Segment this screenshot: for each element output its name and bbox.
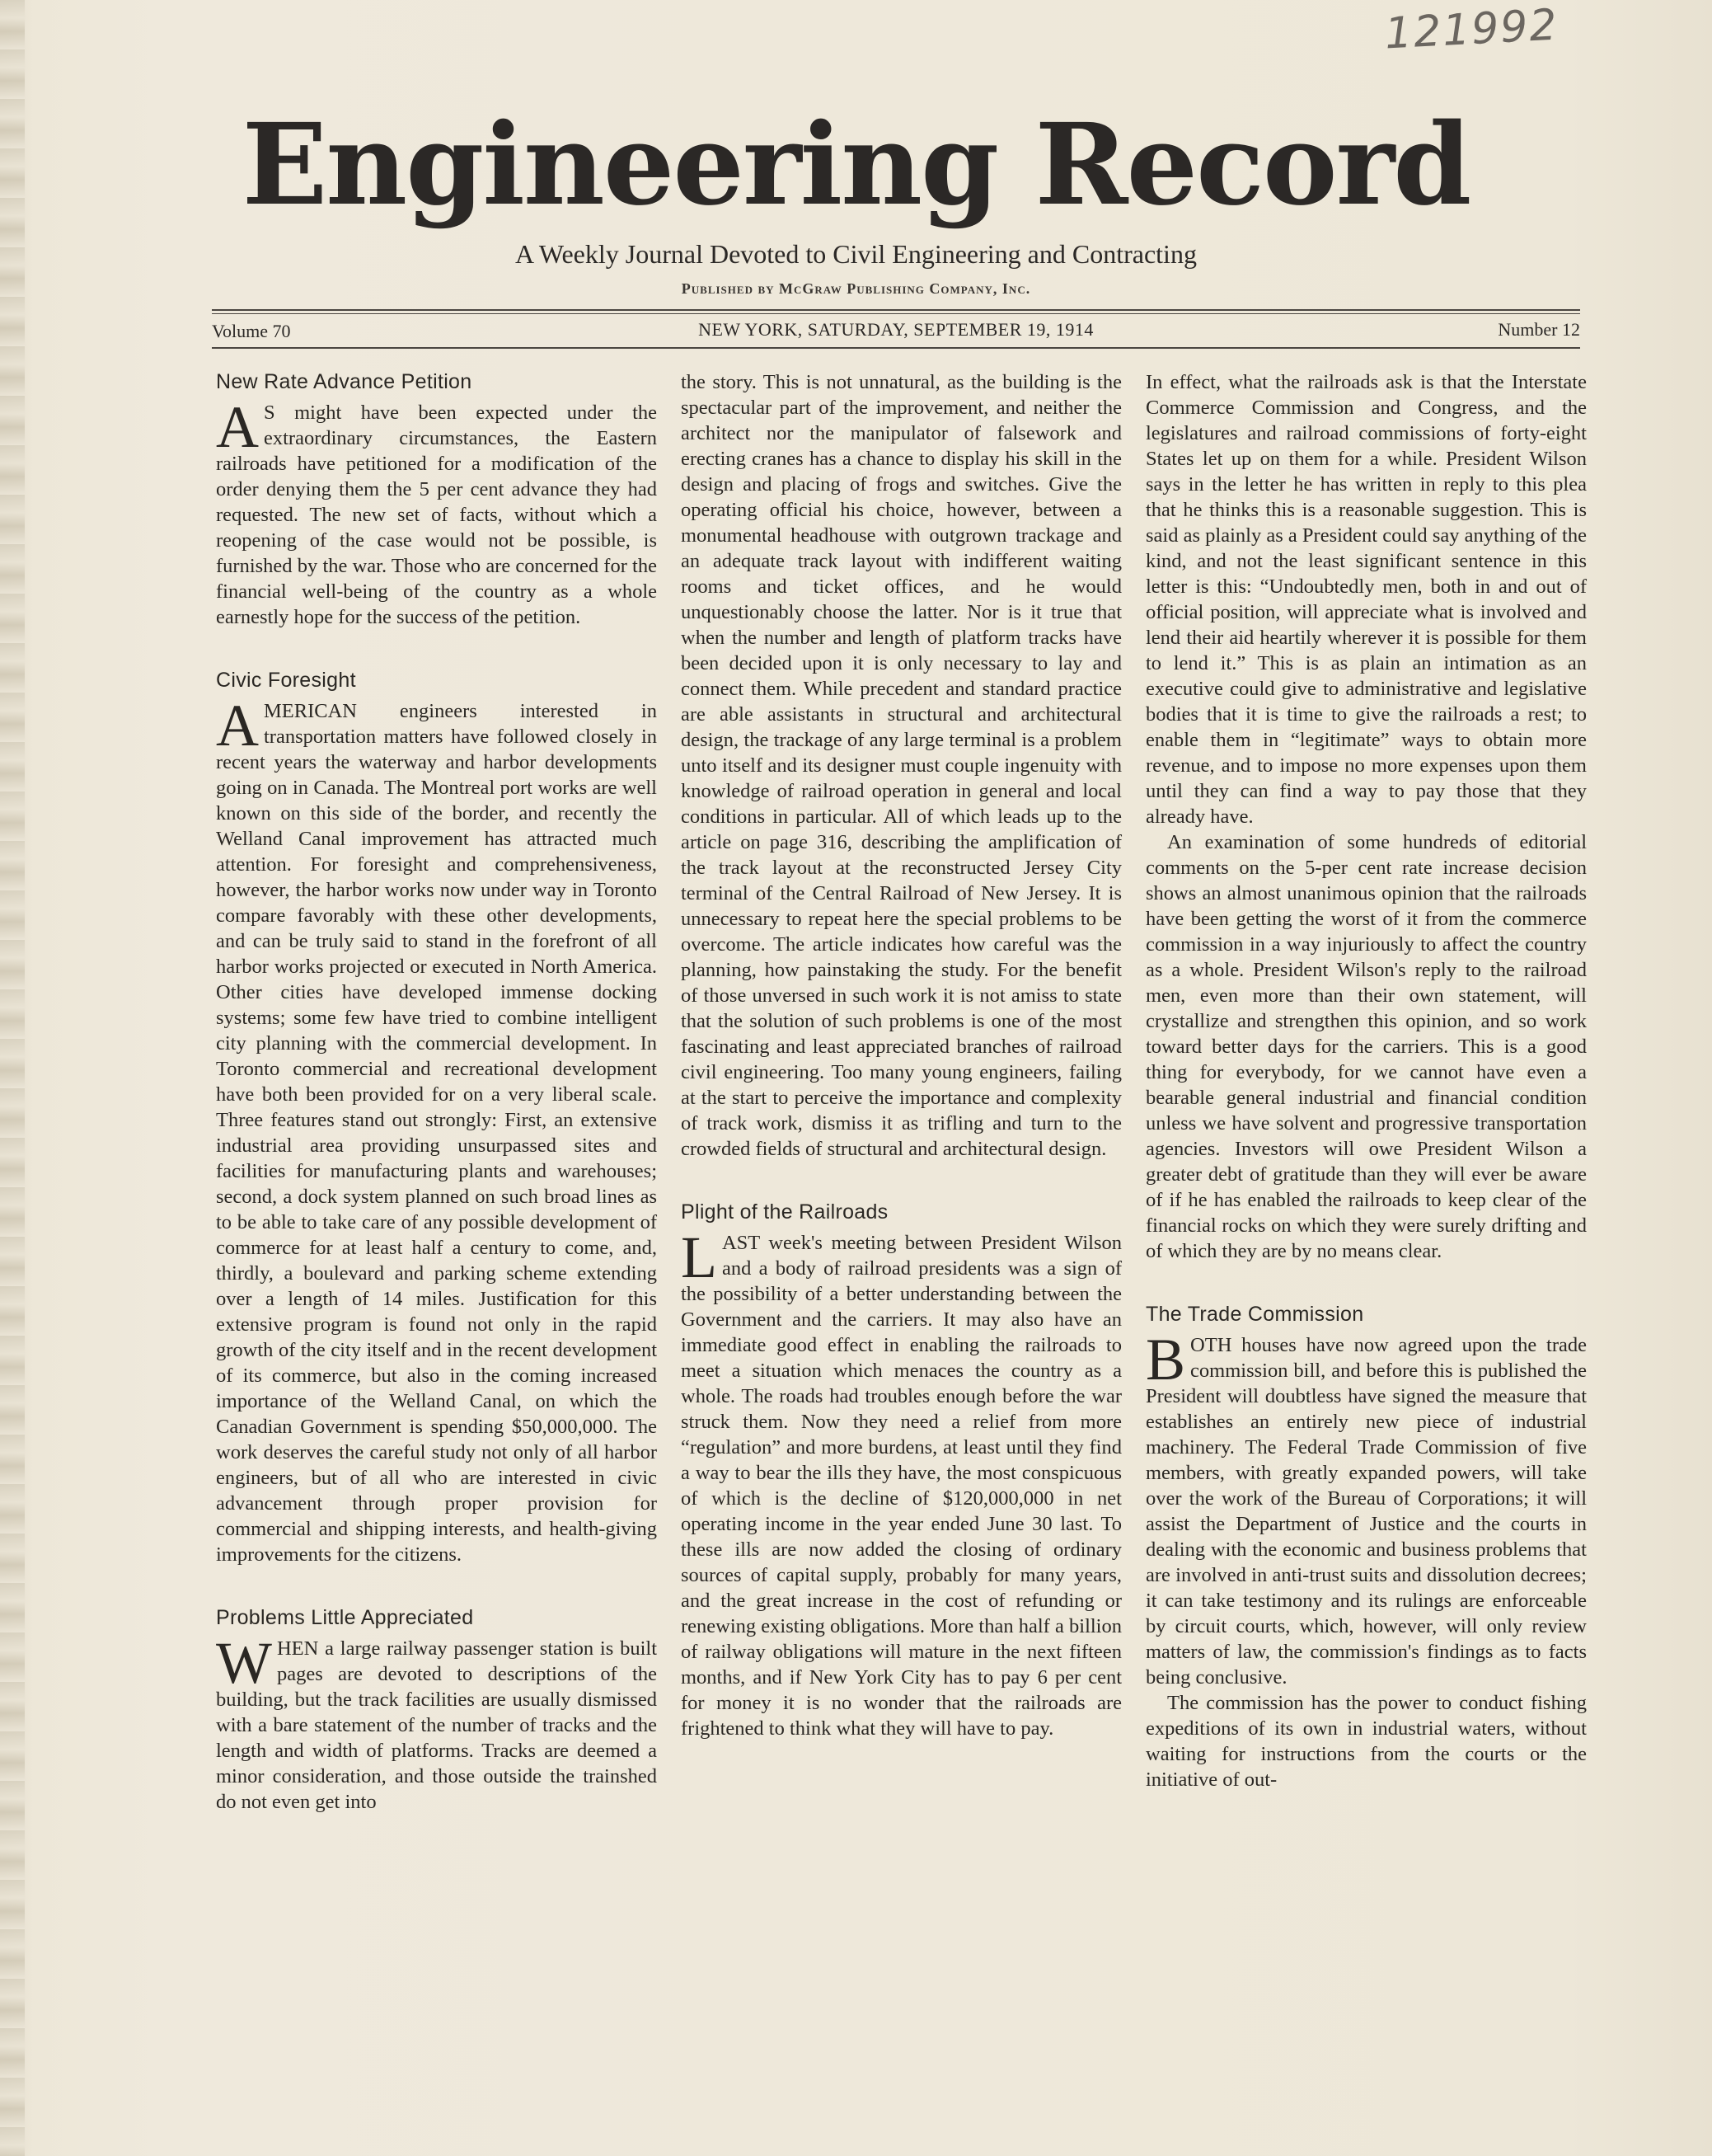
column-3 <box>1146 369 1587 1830</box>
issue-number: Number 12 <box>1498 319 1580 340</box>
article-civic-foresight <box>216 668 657 1567</box>
publisher-line: Published by McGraw Publishing Company, Inc. <box>681 280 1031 297</box>
body-text: AST week's meeting between President Wilson and a body of railroad presidents was a sign of the possibility of a better understanding between the Government and the carriers. It may also have an immediate good effect in enabling the railroads to meet a situation which menaces the country as a whole. The roads had troubles enough before the war struck them. Now they need a relief from more “regulation” and more burdens, at least until they find a way to bear the ills they have, the most conspicuous of which is the decline of $120,000,000 in net operating income in the year ended June 30 last. To these ills are now added the closing of ordinary sources of capital supply, probably for many years, and the great increase in the cost of refunding or renewing existing obligations. More than half a billion of railway obligations will mature in the next fifteen months, and if New York City has to pay 6 per cent for money it is no wonder that the railroads are frightened to think what they will have to pay. <box>681 1232 1122 1740</box>
torn-binding-edge <box>0 0 25 2156</box>
column-2 <box>681 369 1122 1779</box>
drop-cap: L <box>681 1224 717 1290</box>
body-text: HEN a large railway passenger station is built pages are devoted to descriptions of the building, but the track facilities are usually dismissed with a bare statement of the number of tracks and the length and width of platforms. Tracks are deemed a minor consideration, and those outside the trainshed do not even get into <box>216 1637 657 1813</box>
issue-date: NEW YORK, SATURDAY, SEPTEMBER 19, 1914 <box>698 319 1094 340</box>
body-text: the story. This is not unnatural, as the building is the spectacular part of the improvement, and neither the architect nor the manipulator of falsework and erecting cranes has a chance to display his skill in the design and placing of frogs and switches. Give the operating official his choice, however, between a monumental headhouse with outgrown trackage and an adequate track layout with indifferent waiting rooms and ticket offices, and he would unquestionably choose the latter. Nor is it true that when the number and length of platform tracks have been decided upon it is only necessary to lay and connect them. While precedent and standard practice are able assistants in structural and architectural design, the trackage of any large terminal is a problem unto itself and its designer must couple ingenuity with knowledge of railroad operation in general and local conditions in particular. All of which leads up to the article on page 316, describing the amplification of the track layout at the reconstructed Jersey City terminal of the Central Railroad of New Jersey. It is unnecessary to repeat here the special problems to be overcome. The article indicates how careful was the planning, how painstaking the study. For the benefit of those unversed in such work it is not amiss to state that the solution of such problems is one of the most fascinating and least appreciated branches of railroad civil engineering. Too many young engineers, failing at the start to perceive the importance and complexity of track work, dismiss it as trifling and turn to the crowded fields of structural and architectural design. <box>681 371 1122 1160</box>
drop-cap: B <box>1146 1327 1186 1393</box>
body-text: S might have been expected under the extraordinary circumstances, the Eastern railroads have petitioned for a modification of the order denying them the 5 per cent advance they had requested. The new set of facts, without which a reopening of the case would not be possible, is furnished by the war. Those who are concerned for the financial well-being of the country as a whole earnestly hope for the success of the petition. <box>216 402 657 628</box>
volume-label: Volume 70 <box>212 321 291 341</box>
article-plight-continued <box>1146 369 1587 1264</box>
article-body <box>216 394 657 630</box>
body-text: In effect, what the railroads ask is that the Interstate Commerce Commission and Congress, and the legislatures and railroad commissions of forty-eight States let up on them for a while. President Wilson says in the letter he has written in reply to this plea that he thinks this is a reasonable suggestion. This is said as plainly as a President could say anything of the kind, and not the least significant sentence in this letter is this: “Undoubtedly men, both in and out of official position, will appreciate what is involved and lend their aid heartily wherever it is possible for them to lend it.” This is as plain an intimation as an executive could give to administrative and legislative bodies that it is time to give the railroads a rest; to enable them in “legitimate” ways to obtain more revenue, and to impose no more expenses upon them until they can find a way to pay those that they already have. <box>1146 371 1587 828</box>
article-rate-petition <box>216 369 657 630</box>
dateline-top-rule-thin <box>212 313 1580 314</box>
article-heading: The Trade Commission <box>1146 1303 1364 1326</box>
dateline-top-rule <box>212 309 1580 311</box>
body-text: MERICAN engineers interested in transportation matters have followed closely in recent years the waterway and harbor developments going on in Canada. The Montreal port works are well known on this side of the border, and recently the Welland Canal improvement has attracted much attention. For foresight and comprehensiveness, however, the harbor works now under way in Toronto compare favorably with these other developments, and can be truly said to stand in the forefront of all harbor works projected or executed in North America. Other cities have developed immense docking systems; some few have tried to combine intelligent city planning with the commercial development. In Toronto commercial and recreational development have both been provided for on a very liberal scale. Three features stand out strongly: First, an extensive industrial area providing unsurpassed sites and facilities for manufacturing plants and warehouses; second, a dock system planned on such broad lines as to be able to take care of any possible development of commerce for at least half a century to come, and, thirdly, a boulevard and parking scheme extending over a length of 14 miles. Justification for this extensive program is found not only in the rapid growth of the city itself and in the recent development of its commerce, but also in the coming increased importance of the Welland Canal, on which the Canadian Government is spending $50,000,000. The work deserves the careful study not only of all harbor engineers, but of all who are interested in civic advancement through proper provision for commercial and shipping interests, and health-giving improvements for the citizens. <box>216 700 657 1566</box>
masthead-title: Engineering Record <box>242 99 1470 231</box>
drop-cap: A <box>216 693 259 759</box>
dateline-bottom-rule <box>212 347 1580 349</box>
article-heading: Plight of the Railroads <box>681 1200 889 1224</box>
masthead-subtitle: A Weekly Journal Devoted to Civil Engineering and Contracting <box>515 239 1197 269</box>
article-body <box>216 1630 657 1815</box>
article-body <box>216 693 657 1567</box>
article-body <box>1146 1327 1587 1690</box>
article-problems-continued <box>681 369 1122 1162</box>
body-text: The commission has the power to conduct fishing expeditions of its own in industrial waters, without waiting for instructions from the courts or the initiative of out- <box>1146 1692 1587 1791</box>
body-text: OTH houses have now agreed upon the trade commission bill, and before this is published the President will doubtless have signed the measure that establishes an entirely new piece of industrial machinery. The Federal Trade Commission of five members, with greatly expanded powers, will take over the work of the Bureau of Corporations; it will assist the Department of Justice and the courts in dealing with the economic and business problems that are involved in anti-trust suits and dissolution decrees; it can take testimony and its rulings are enforceable by circuit courts, which, however, will only review matters of law, the commission's findings as to facts being conclusive. <box>1146 1334 1587 1689</box>
handwritten-catalog-number: 121992 <box>1383 0 1560 59</box>
article-heading: New Rate Advance Petition <box>216 370 472 393</box>
column-1 <box>216 369 657 1853</box>
article-trade-commission <box>1146 1302 1587 1792</box>
dateline <box>212 317 1580 345</box>
article-problems-little-appreciated <box>216 1605 657 1815</box>
article-plight-of-railroads <box>681 1200 1122 1741</box>
article-heading: Civic Foresight <box>216 669 356 692</box>
body-text: An examination of some hundreds of editorial comments on the 5-per cent rate increase decision shows an almost unanimous opinion that the railroads have been getting the worst of it from the commerce commission in a way injuriously to affect the country as a whole. President Wilson's reply to the railroad men, even more than their own statement, will crystallize and strengthen this opinion, and so work toward better days for the carriers. This is a good thing for everybody, for we cannot have even a bearable general industrial and financial condition unless we have solvent and progressive transportation agencies. Investors will owe President Wilson a greater debt of gratitude than they will ever be aware of if he has enabled the railroads to keep clear of the financial rocks on which they were surely drifting and of which they are by no means clear. <box>1146 831 1587 1262</box>
drop-cap: W <box>216 1630 272 1696</box>
article-body <box>681 1224 1122 1741</box>
drop-cap: A <box>216 394 259 460</box>
article-heading: Problems Little Appreciated <box>216 1606 474 1629</box>
